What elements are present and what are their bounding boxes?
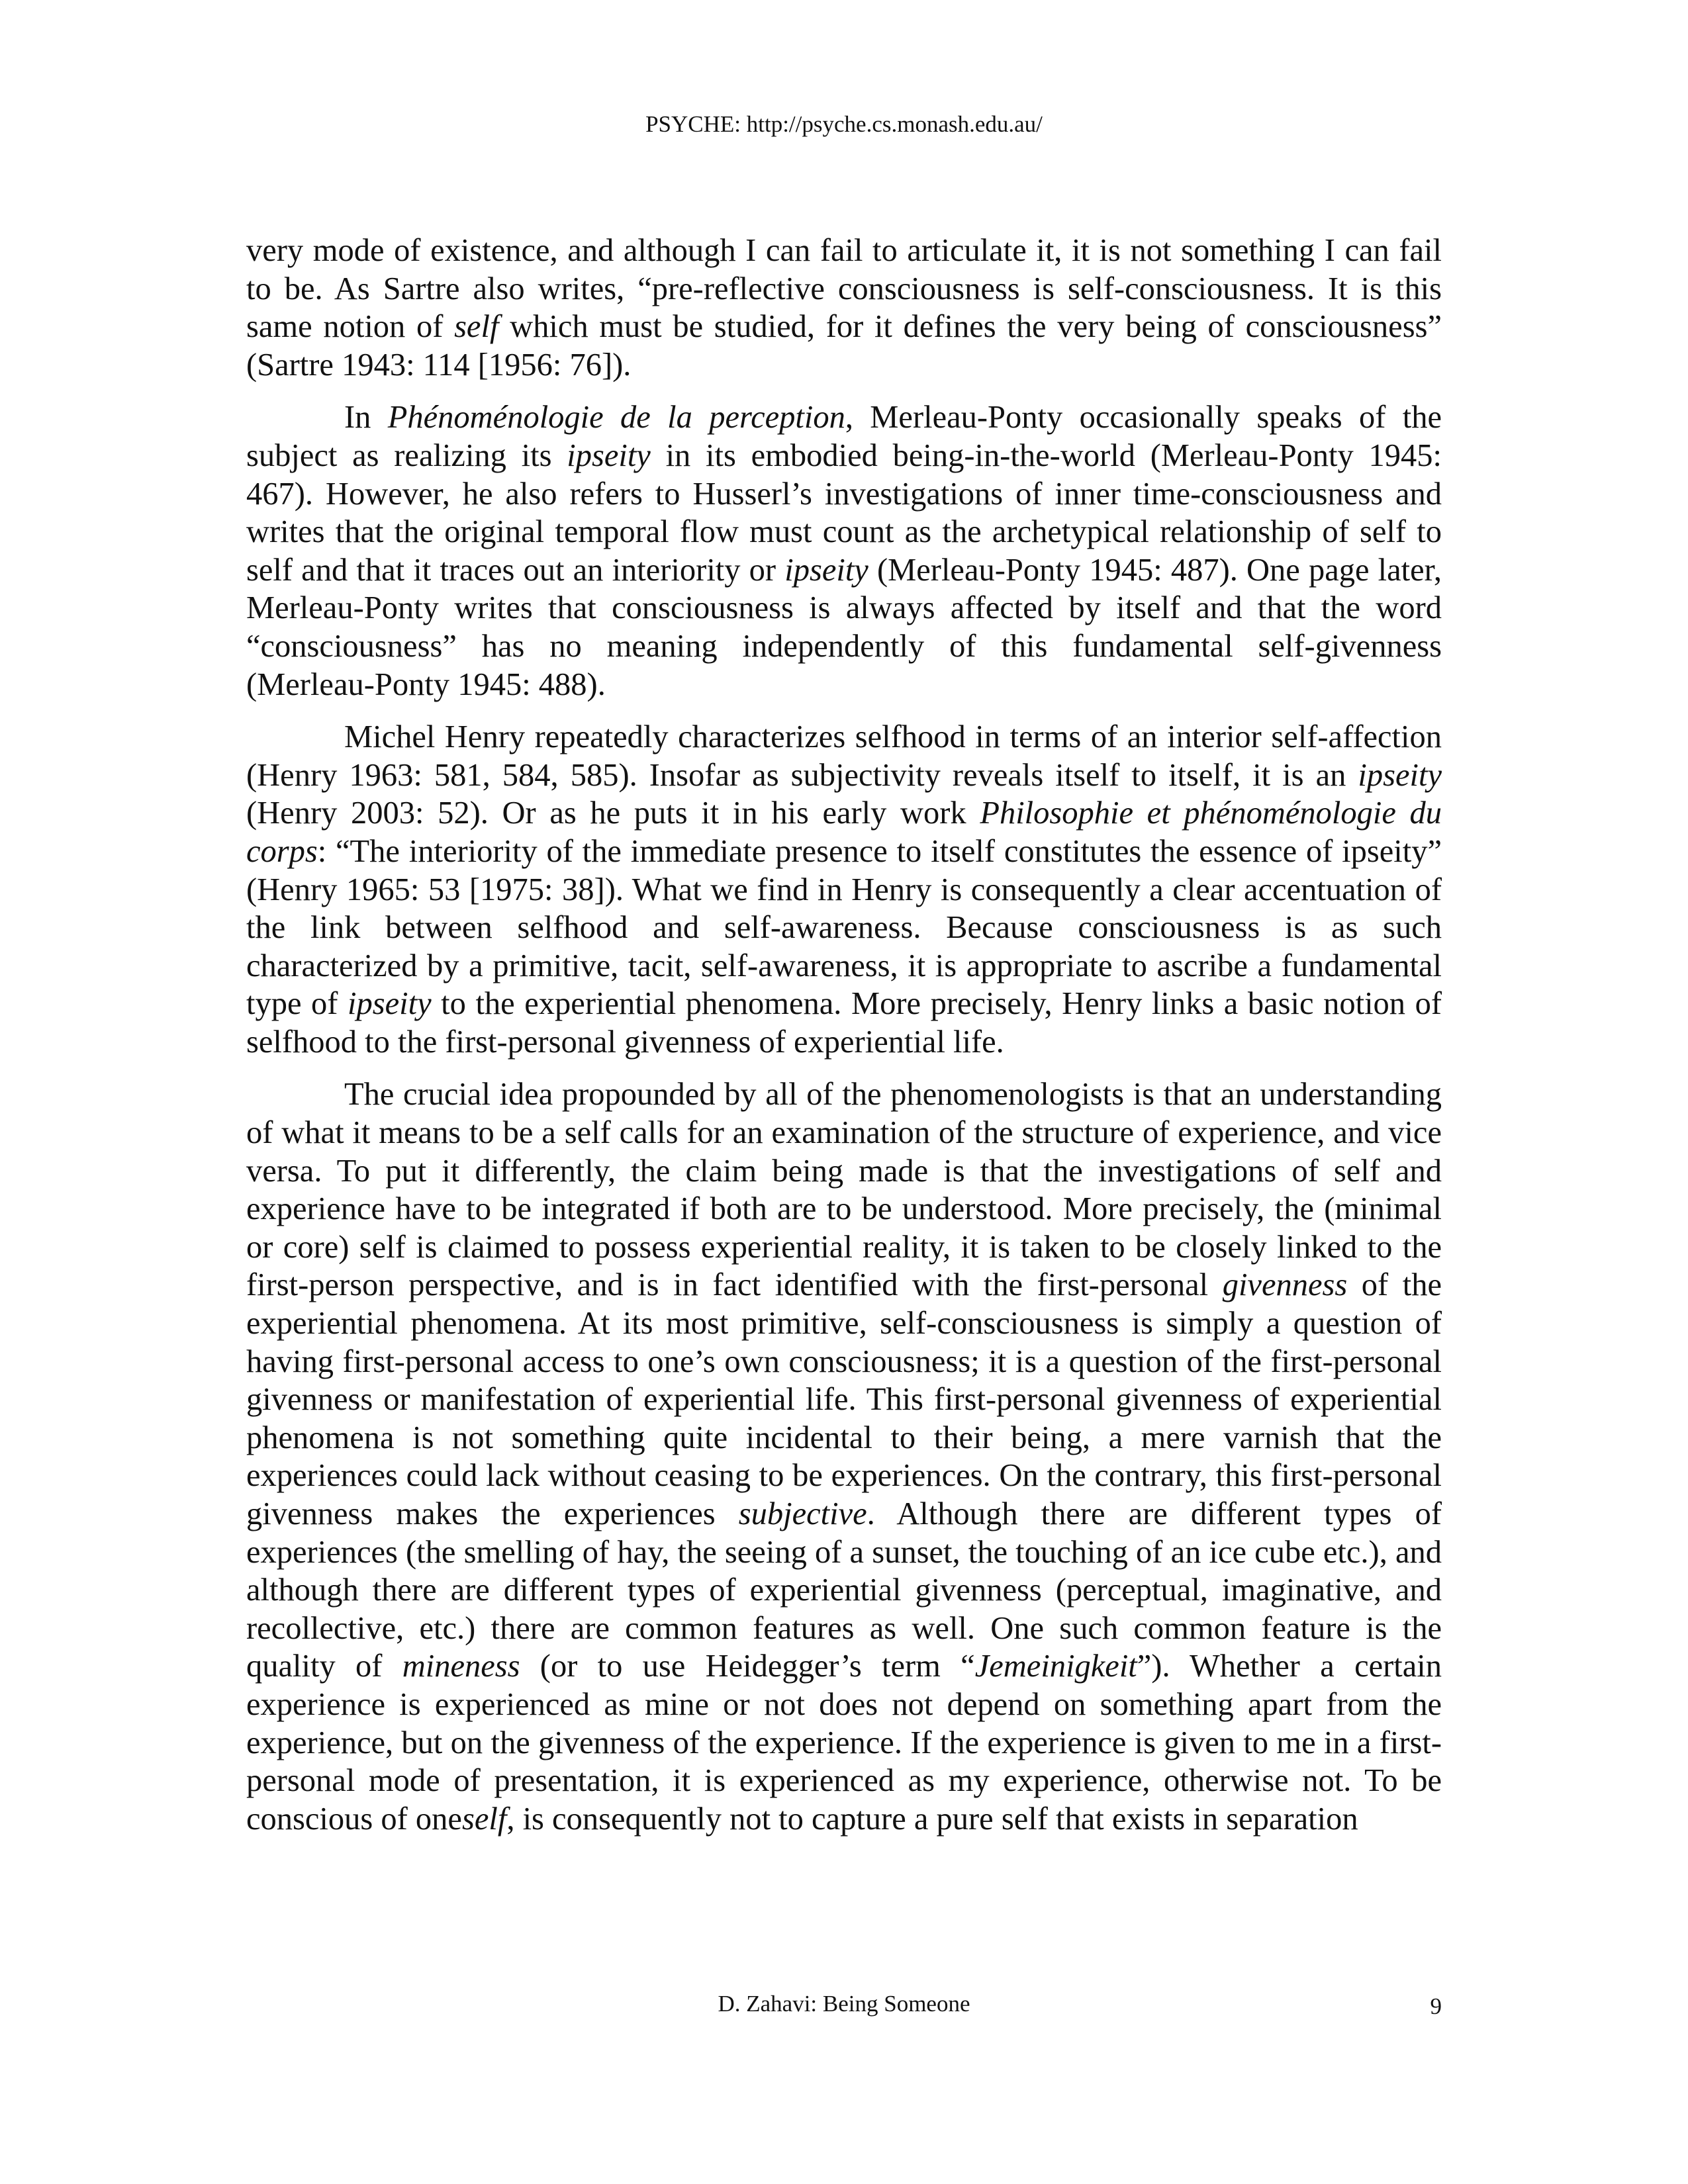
- page-number: 9: [1430, 1993, 1442, 2019]
- paragraph-4-text-1: The crucial idea propounded by all of the phenomenologists is that an understanding of what it means to be a self calls for an examination of the structure of experience, and vice versa. To put it differently, the claim being made is that the investigations of self and experience have to be integrated if both are to be understood. More precisely, the (minimal or core) self is claimed to possess experiential reality, it is taken to be closely linked to the first-person perspective, and is in fact identified with the first-personal: [246, 1077, 1442, 1303]
- paragraph-3-text-4: to the experiential phenomena. More precisely, Henry links a basic notion of selfhood to the first-personal givenness of experiential life.: [246, 986, 1442, 1060]
- paragraph-4-text-4: (or to use Heidegger’s term “: [520, 1649, 975, 1684]
- paragraph-3-text-1: Michel Henry repeatedly characterizes selfhood in terms of an interior self-affection (Henry 1963: 581, 584, 585). Insofar as subjectivity reveals itself to itself, it is an: [246, 719, 1442, 793]
- paragraph-4-italic-5: self: [461, 1801, 507, 1837]
- paragraph-4: [246, 1075, 1442, 1838]
- paragraph-1: [246, 232, 1442, 384]
- paragraph-4-text-3: . Although there are different types of experiences (the smelling of hay, the seeing of a sunset, the touching of an ice cube etc.), and although there are different types of experiential givenness (perceptual, imaginative, and recollective, etc.) there are common features as well. One such common feature is the quality of: [246, 1496, 1442, 1684]
- paragraph-4-italic-3: mineness: [402, 1649, 520, 1684]
- paragraph-2-italic-3: ipseity: [784, 552, 868, 588]
- paragraph-2: [246, 398, 1442, 704]
- paragraph-1-italic-1: self: [454, 309, 499, 345]
- paragraph-4-text-6: , is consequently not to capture a pure self that exists in separation: [506, 1801, 1358, 1837]
- paragraph-2-italic-2: ipseity: [567, 437, 651, 473]
- paragraph-3-italic-1: ipseity: [1358, 757, 1442, 793]
- paragraph-2-text-3: in its embodied being-in-the-world (Merleau-Ponty 1945: 467). However, he also refers to Husserl’s investigations of inner time-consciousness and writes that the original temporal flow must count as the archetypical relationship of self to self and that it traces out an interiority or: [246, 437, 1442, 588]
- paragraph-2-text-4: (Merleau-Ponty 1945: 487). One page later, Merleau-Ponty writes that consciousness is always affected by itself and that the word “consciousness” has no meaning independently of this fundamental self-givenness (Merleau-Ponty 1945: 488).: [246, 552, 1442, 702]
- paragraph-4-italic-1: givenness: [1222, 1267, 1348, 1303]
- paragraph-4-italic-4: Jemeinigkeit: [974, 1649, 1137, 1684]
- running-footer-title: D. Zahavi: Being Someone: [718, 1991, 970, 2017]
- paragraph-4-text-2: of the experiential phenomena. At its most primitive, self-consciousness is simply a question of having first-personal access to one’s own consciousness; it is a question of the first-personal givenness or manifestation of experiential life. This first-personal givenness of experiential phenomena is not something quite incidental to their being, a mere varnish that the experiences could lack without ceasing to be experiences. On the contrary, this first-personal givenness makes the experiences: [246, 1267, 1442, 1531]
- paragraph-4-italic-2: subjective: [738, 1496, 867, 1531]
- paragraph-2-italic-1: Phénoménologie de la perception: [387, 400, 845, 435]
- paragraph-2-text-1: In: [344, 400, 388, 435]
- paragraph-4-text-5: ”). Whether a certain experience is experienced as mine or not does not depend on something apart from the experience, but on the givenness of the experience. If the experience is given to me in a first-personal mode of presentation, it is experienced as my experience, otherwise not. To be conscious of one: [246, 1649, 1442, 1837]
- paragraph-3-italic-3: ipseity: [348, 986, 432, 1022]
- paragraph-2-text-2: , Merleau-Ponty occasionally speaks of the subject as realizing its: [246, 400, 1442, 473]
- paragraph-3-italic-2: Philosophie et phénoménologie du corps: [246, 796, 1442, 869]
- paragraph-3: [246, 718, 1442, 1061]
- article-body: [246, 232, 1442, 1852]
- paragraph-3-text-3: : “The interiority of the immediate presence to itself constitutes the essence of ipseity” (Henry 1965: 53 [1975: 38]). What we find in Henry is consequently a clear accentuation of the link between selfhood and self-awareness. Because consciousness is as such characterized by a primitive, tacit, self-awareness, it is appropriate to ascribe a fundamental type of: [246, 833, 1442, 1022]
- paragraph-1-text-1: very mode of existence, and although I can fail to articulate it, it is not something I can fail to be. As Sartre also writes, “pre-reflective consciousness is self-consciousness. It is this same notion of: [246, 233, 1442, 345]
- paragraph-1-text-2: which must be studied, for it defines the very being of consciousness” (Sartre 1943: 114 [1956: 76]).: [246, 309, 1442, 383]
- paragraph-3-text-2: (Henry 2003: 52). Or as he puts it in his early work: [246, 796, 980, 831]
- running-header: PSYCHE: http://psyche.cs.monash.edu.au/: [645, 111, 1043, 137]
